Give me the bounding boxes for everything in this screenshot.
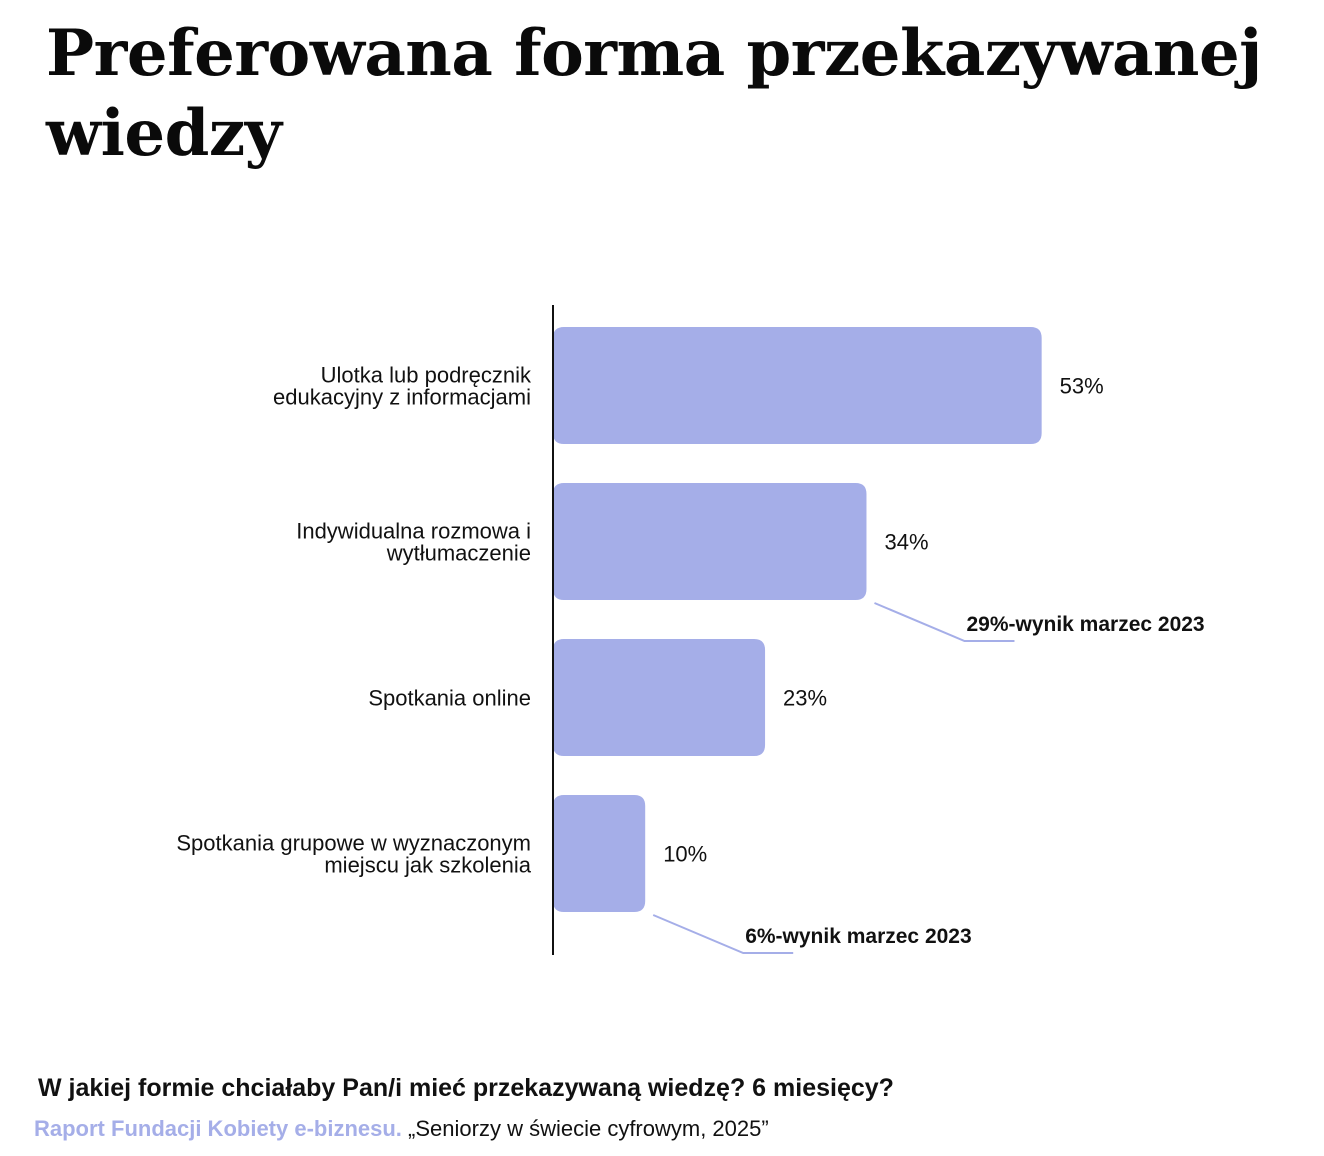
category-label-3: Spotkania online — [368, 685, 531, 711]
category-label-1-line-1: Ulotka lub podręcznik — [320, 362, 531, 388]
source-text: „Seniorzy w świecie cyfrowym, 2025” — [401, 1116, 769, 1141]
bar-3 — [553, 639, 765, 756]
category-label-2-line-2: wytłumaczenie — [386, 540, 531, 566]
value-label-3: 23% — [783, 685, 828, 711]
source-brand: Raport Fundacji Kobiety e-biznesu. — [34, 1116, 402, 1141]
bar-2 — [553, 483, 866, 600]
annotation-value-1: 29% — [966, 613, 1009, 636]
value-label-4: 10% — [663, 841, 708, 867]
survey-question: W jakiej formie chciałaby Pan/i mieć przekazywaną wiedzę? 6 miesięcy? — [38, 1074, 894, 1102]
annotation-label-2 — [745, 925, 971, 948]
annotation-text-2: -wynik marzec 2023 — [775, 925, 972, 948]
category-label-1-line-2: edukacyjny z informacjami — [273, 384, 531, 410]
annotation-label-1 — [966, 613, 1204, 636]
annotation-text-1: -wynik marzec 2023 — [1008, 613, 1205, 636]
bar-1 — [553, 327, 1042, 444]
bar-4 — [553, 795, 645, 912]
category-label-2-line-1: Indywidualna rozmowa i — [296, 518, 531, 544]
annotation-value-2: 6% — [745, 925, 776, 948]
value-label-2: 34% — [884, 529, 929, 555]
source-note — [34, 1116, 769, 1142]
category-label-4-line-2: miejscu jak szkolenia — [324, 852, 531, 878]
value-label-1: 53% — [1059, 373, 1104, 399]
page-title: Preferowana forma przekazywanej wiedzy — [46, 16, 1262, 171]
category-label-4-line-1: Spotkania grupowe w wyznaczonym — [176, 830, 531, 856]
